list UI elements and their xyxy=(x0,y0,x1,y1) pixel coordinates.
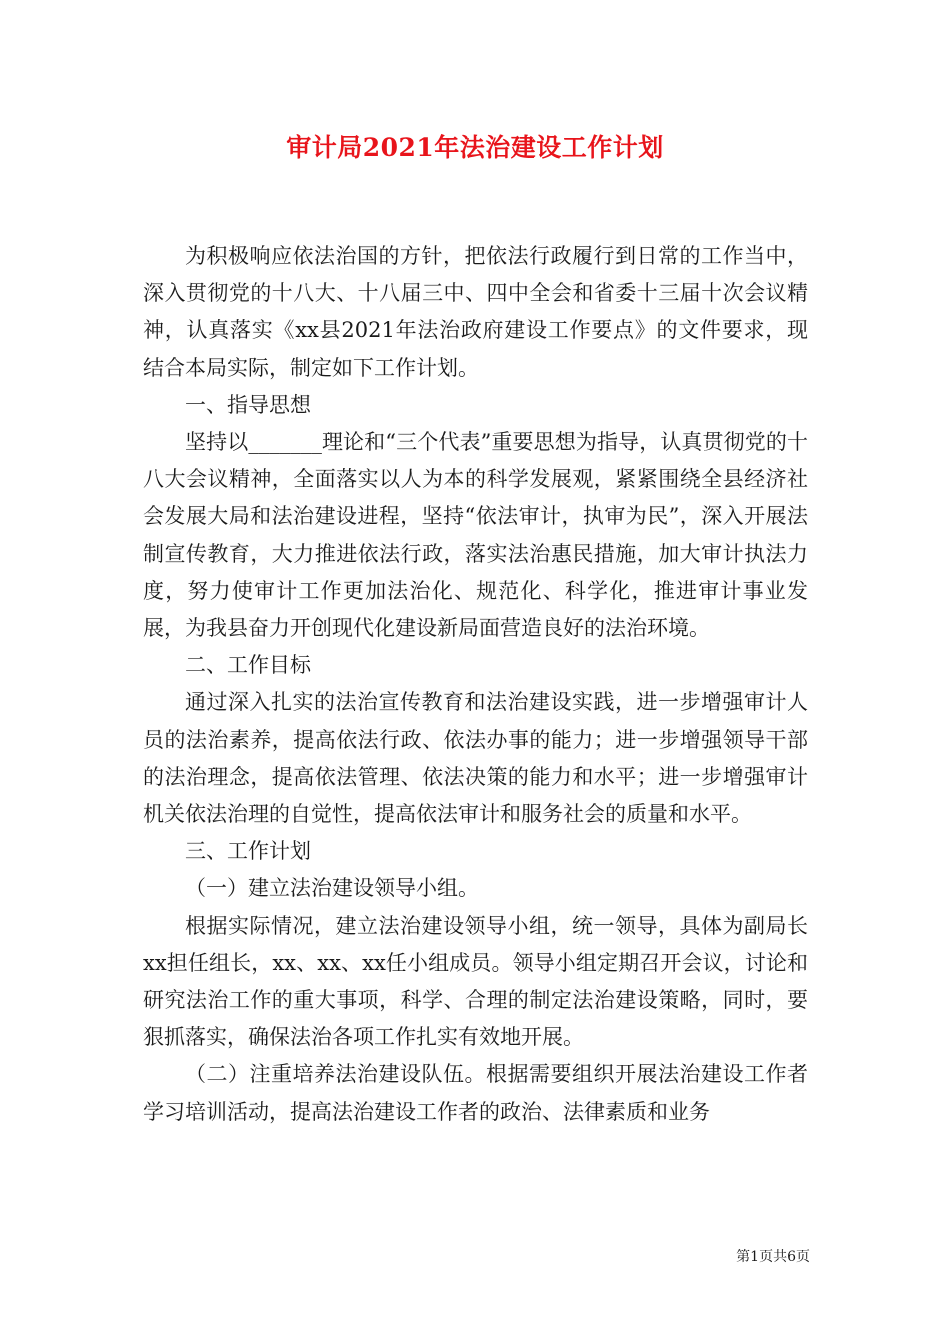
document-title: 审计局2021年法治建设工作计划 xyxy=(286,133,664,162)
section-heading-work-plan: 三、工作计划 xyxy=(185,839,311,864)
section-heading-work-goals: 二、工作目标 xyxy=(185,653,311,678)
section-heading-guiding-thought: 一、指导思想 xyxy=(185,392,311,417)
paragraph-intro: 为积极响应依法治国的方针，把依法行政履行到日常的工作当中，深入贯彻党的十八大、十八届三中、四中全会和省委十三届十次会议精神，认真落实《xx县2021年法治政府建设工作要点》的文件要求，现结合本局实际，制定如下工作计划。 xyxy=(143,244,808,380)
subsection-heading-leadership-group: （一）建立法治建设领导小组。 xyxy=(185,876,479,901)
page-number: 第1页共6页 xyxy=(736,1249,810,1265)
paragraph-leadership-group: 根据实际情况，建立法治建设领导小组，统一领导，具体为副局长xx担任组长，xx、xx、xx任小组成员。领导小组定期召开会议，讨论和研究法治工作的重大事项，科学、合理的制定法治建设策略，同时，要狠抓落实，确保法治各项工作扎实有效地开展。 xyxy=(143,913,808,1050)
document-body xyxy=(143,238,808,1131)
paragraph-guiding-thought: 坚持以_______理论和“三个代表”重要思想为指导，认真贯彻党的十八大会议精神，全面落实以人为本的科学发展观，紧紧围绕全县经济社会发展大局和法治建设进程，坚持“依法审计，执审为民”，深入开展法制宣传教育，大力推进依法行政，落实法治惠民措施，加大审计执法力度，努力使审计工作更加法治化、规范化、科学化，推进审计事业发展，为我县奋力开创现代化建设新局面营造良好的法治环境。 xyxy=(143,430,808,641)
paragraph-team-training: （二）注重培养法治建设队伍。根据需要组织开展法治建设工作者学习培训活动，提高法治建设工作者的政治、法律素质和业务 xyxy=(143,1062,808,1124)
paragraph-work-goals: 通过深入扎实的法治宣传教育和法治建设实践，进一步增强审计人员的法治素养，提高依法行政、依法办事的能力；进一步增强领导干部的法治理念，提高依法管理、依法决策的能力和水平；进一步增强审计机关依法治理的自觉性，提高依法审计和服务社会的质量和水平。 xyxy=(143,690,808,827)
